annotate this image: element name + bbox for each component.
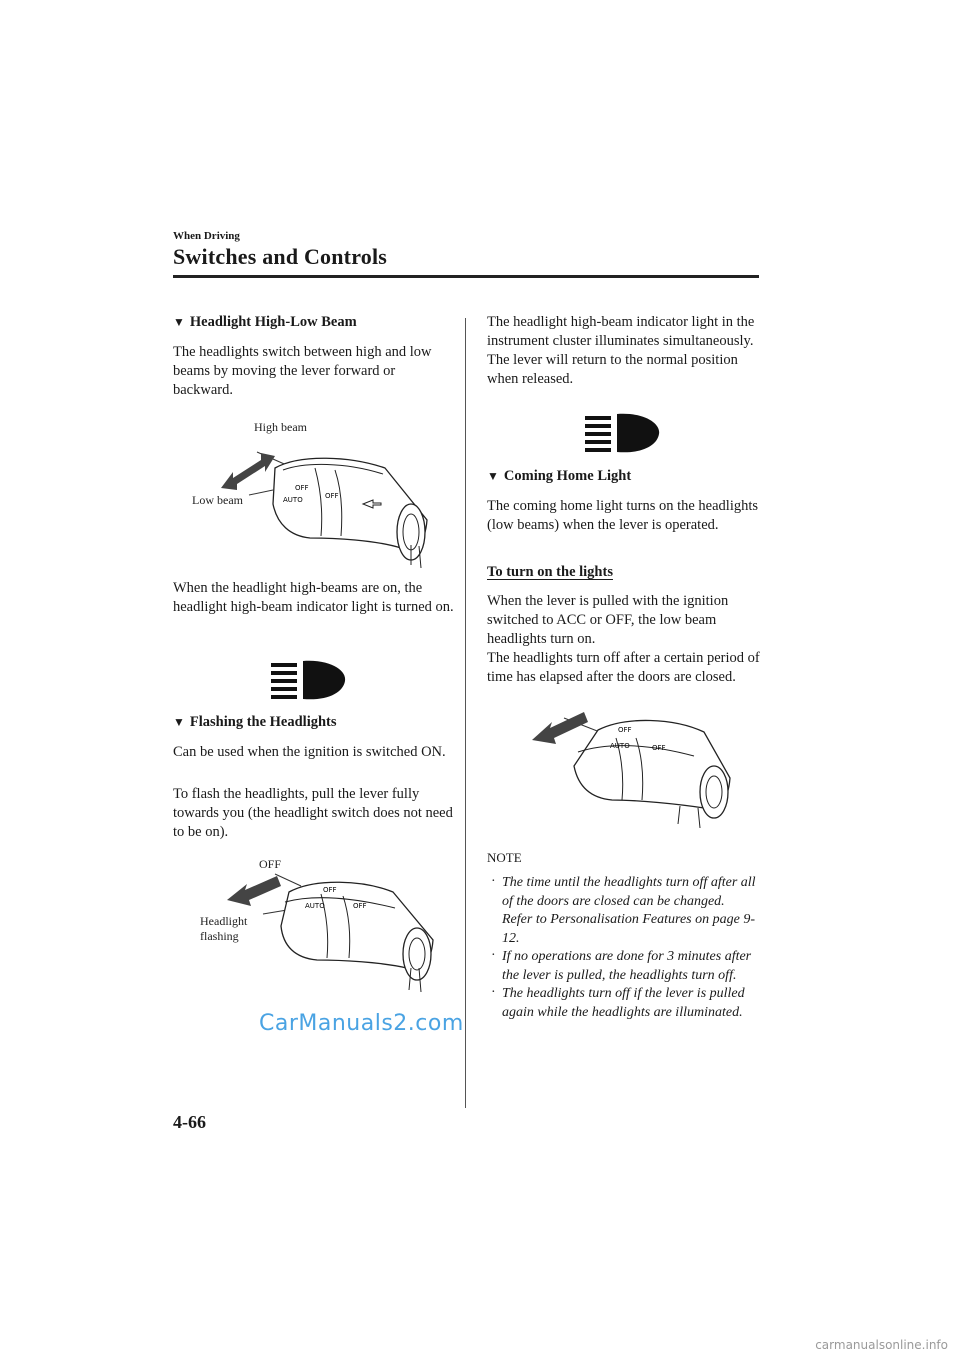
- note-item: [487, 985, 763, 1022]
- column-divider: [465, 318, 466, 1108]
- paragraph: To flash the headlights, pull the lever fully towards you (the headlight switch does not need to be on).: [173, 786, 453, 840]
- label-headlight-flashing: Headlight flashing: [200, 914, 248, 943]
- note-list: [487, 874, 763, 1022]
- switch-label-off: OFF: [618, 726, 632, 734]
- note-item: [487, 874, 763, 948]
- bullet-icon: ·: [491, 874, 496, 889]
- switch-label-off: OFF: [652, 744, 666, 752]
- note-title: NOTE: [487, 850, 522, 865]
- header-rule: [173, 275, 759, 278]
- paragraph: The headlight high-beam indicator light in the instrument cluster illuminates simultaneously. The lever will return to the normal position when released.: [487, 314, 755, 387]
- note-text: The headlights turn off if the lever is pulled again while the headlights are illuminated.: [502, 986, 745, 1020]
- triangle-icon: ▼: [487, 469, 499, 483]
- note-text: Refer to Personalisation Features on page 9-12.: [502, 912, 755, 946]
- page-title: Switches and Controls: [173, 244, 388, 269]
- paragraph: The headlights switch between high and low beams by moving the lever forward or backward.: [173, 344, 432, 398]
- high-beam-indicator-icon: [269, 657, 347, 701]
- note-text: If no operations are done for 3 minutes after the lever is pulled, the headlights turn off.: [502, 949, 752, 983]
- switch-label-off: OFF: [295, 484, 309, 492]
- paragraph: The headlights turn off after a certain period of time has elapsed after the doors are closed.: [487, 650, 760, 685]
- site-watermark[interactable]: carmanualsonline.info: [815, 1338, 948, 1352]
- triangle-icon: ▼: [173, 715, 185, 729]
- heading-flashing-headlights: [173, 713, 455, 732]
- switch-label-auto: AUTO: [610, 742, 630, 750]
- watermark: CarManuals2.com: [259, 1011, 464, 1036]
- heading-text: Headlight High-Low Beam: [189, 314, 357, 330]
- paragraph: When the headlight high-beams are on, the headlight high-beam indicator light is turned on.: [173, 580, 454, 615]
- bullet-icon: ·: [491, 985, 496, 1000]
- heading-high-low-beam: [173, 313, 455, 332]
- lever-illustration-coming-home: [518, 708, 738, 838]
- heading-text: Flashing the Headlights: [189, 714, 337, 730]
- switch-label-auto: AUTO: [283, 496, 303, 504]
- heading-coming-home-light: [487, 467, 769, 486]
- switch-label-off: OFF: [325, 492, 339, 500]
- note-item: [487, 948, 763, 985]
- page-number: 4-66: [173, 1112, 206, 1132]
- bullet-icon: ·: [491, 948, 496, 963]
- switch-label-off: OFF: [353, 902, 367, 910]
- high-beam-indicator-icon: [583, 410, 661, 454]
- lever-illustration-flashing: [225, 868, 440, 998]
- paragraph: When the lever is pulled with the ignition switched to ACC or OFF, the low beam headlights turn on.: [487, 593, 729, 647]
- paragraph: Can be used when the ignition is switched ON.: [173, 744, 446, 760]
- heading-text: Coming Home Light: [503, 468, 632, 484]
- subheading-turn-on: To turn on the lights: [487, 564, 613, 580]
- section-label: When Driving: [173, 230, 240, 242]
- label-off: OFF: [259, 857, 282, 871]
- lever-illustration-high-low: [215, 440, 435, 570]
- triangle-icon: ▼: [173, 315, 185, 329]
- paragraph: The coming home light turns on the headlights (low beams) when the lever is operated.: [487, 498, 759, 533]
- label-high-beam: High beam: [254, 420, 307, 434]
- note-text: The time until the headlights turn off after all of the doors are closed can be changed.: [502, 875, 756, 909]
- label-low-beam: Low beam: [192, 493, 243, 507]
- switch-label-auto: AUTO: [305, 902, 325, 910]
- switch-label-off: OFF: [323, 886, 337, 894]
